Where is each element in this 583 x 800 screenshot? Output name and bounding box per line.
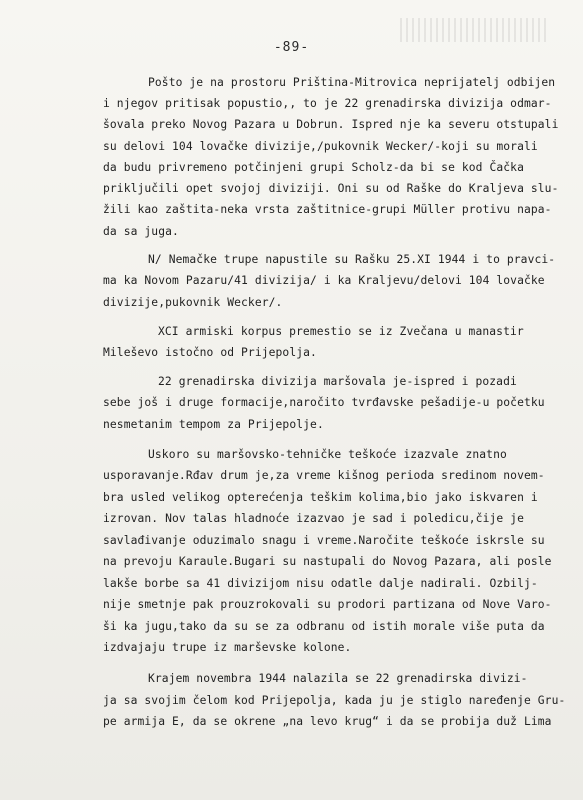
- text-line: ja sa svojim čelom kod Prijepolja, kada ju je stiglo naređenje Gru-: [103, 694, 566, 707]
- text-line: su delovi 104 lovačke divizije,/pukovnik Wecker/-koji su morali: [103, 140, 538, 153]
- text-line: ma ka Novom Pazaru/41 divizija/ i ka Kraljevu/delovi 104 lovačke: [103, 274, 545, 287]
- text-line: XCI armiski korpus premestio se iz Zvečana u manastir: [158, 325, 524, 338]
- text-line: priključili opet svojoj diviziji. Oni su od Raške do Kraljeva slu-: [103, 182, 559, 195]
- text-line: divizije,pukovnik Wecker/.: [103, 296, 283, 309]
- text-line: žili kao zaštita-neka vrsta zaštitnice-grupi Müller protivu napa-: [103, 203, 552, 216]
- text-line: nije smetnje pak prouzrokovali su prodori partizana od Nove Varo-: [103, 598, 552, 611]
- text-line: i njegov pritisak popustio,, to je 22 grenadirska divizija odmar-: [103, 97, 552, 110]
- page-number: -89-: [273, 40, 310, 55]
- text-line: Mileševo istočno od Prijepolja.: [103, 346, 317, 359]
- text-line: N/ Nemačke trupe napustile su Rašku 25.XI 1944 i to pravci-: [148, 253, 556, 266]
- text-line: da sa juga.: [103, 225, 179, 238]
- text-line: da budu privremeno potčinjeni grupi Scholz-da bi se kod Čačka: [103, 161, 524, 174]
- text-line: Pošto je na prostoru Priština-Mitrovica neprijatelj odbijen: [148, 76, 556, 89]
- text-line: na prevoju Karaule.Bugari su nastupali do Novog Pazara, ali posle: [103, 555, 552, 568]
- text-line: lakše borbe sa 41 divizijom nisu odatle dalje nadirali. Ozbilj-: [103, 577, 538, 590]
- bleed-through-mark: [400, 18, 550, 42]
- text-line: sebe još i druge formacije,naročito tvrđavske pešadije-u početku: [103, 396, 545, 409]
- text-line: nesmetanim tempom za Prijepolje.: [103, 418, 324, 431]
- text-line: usporavanje.Rđav drum je,za vreme kišnog perioda sredinom novem-: [103, 469, 545, 482]
- text-line: 22 grenadirska divizija maršovala je-ispred i pozadi: [158, 375, 517, 388]
- text-line: izrovan. Nov talas hladnoće izazvao je sad i poledicu,čije je: [103, 512, 524, 525]
- text-line: Krajem novembra 1944 nalazila se 22 grenadirska divizi-: [148, 672, 528, 685]
- text-line: bra usled velikog opterećenja teškim kolima,bio jako iskvaren i: [103, 491, 538, 504]
- text-line: savlađivanje oduzimalo snagu i vreme.Naročite teškoće iskrsle su: [103, 534, 545, 547]
- text-line: Uskoro su maršovsko-tehničke teškoće izazvale znatno: [148, 448, 507, 461]
- text-line: ši ka jugu,tako da su se za odbranu od istih morale više puta da: [103, 620, 545, 633]
- text-line: šovala preko Novog Pazara u Dobrun. Ispred nje ka severu otstupali: [103, 118, 559, 131]
- text-line: izdvajaju trupe iz marševske kolone.: [103, 641, 352, 654]
- text-line: pe armija E, da se okrene „na levo krug“ i da se probija duž Lima: [103, 715, 552, 728]
